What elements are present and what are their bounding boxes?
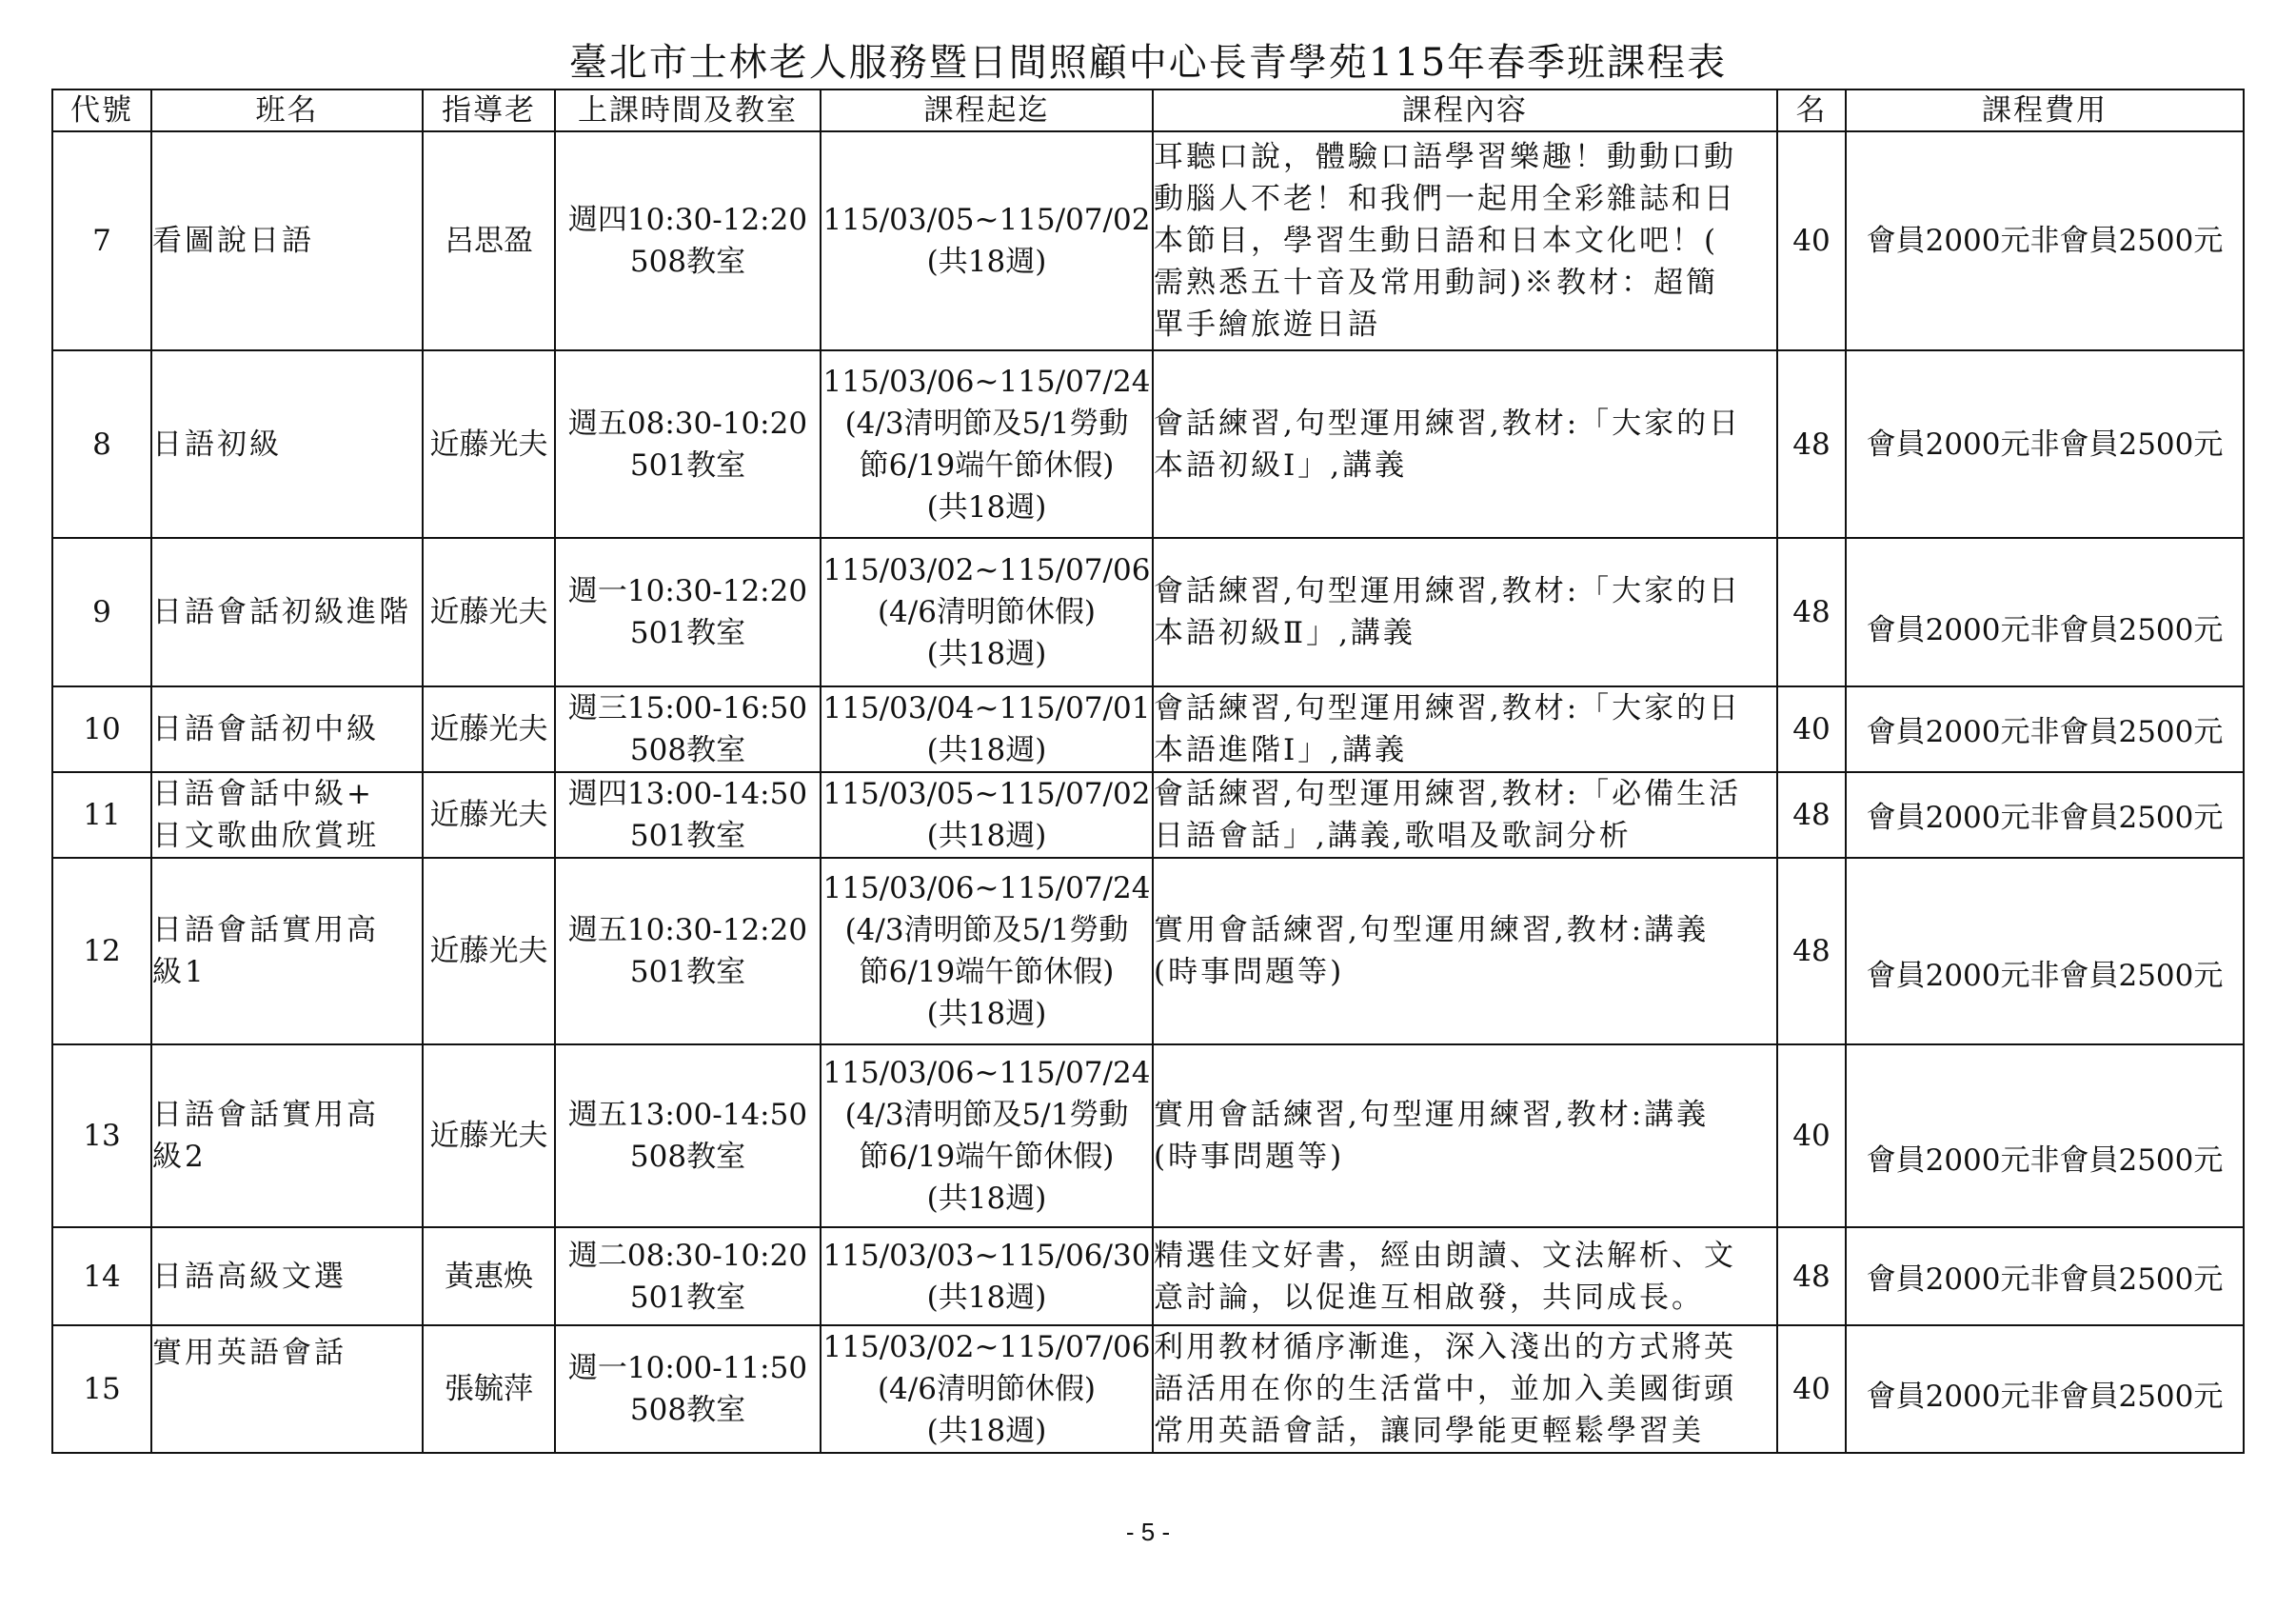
course-code: 11 [52, 772, 151, 858]
course-content-line: 會話練習,句型運用練習,教材:「大家的日 [1154, 574, 1742, 608]
course-time-room [555, 350, 821, 538]
course-content-line: 需熟悉五十音及常用動詞)※教材：超簡 [1154, 266, 1719, 300]
course-room: 508教室 [629, 1393, 746, 1427]
course-content-line: 會話練習,句型運用練習,教材:「大家的日 [1154, 691, 1742, 725]
course-name-line: 日語會話初級進階 [152, 595, 411, 629]
course-fee: 會員2000元非會員2500元 [1846, 772, 2244, 858]
course-capacity: 40 [1777, 1325, 1846, 1453]
table-row [52, 1325, 2244, 1453]
table-row [52, 686, 2244, 772]
course-period [821, 1325, 1153, 1453]
course-time: 週一10:30-12:20 [567, 574, 808, 608]
course-time-room [555, 538, 821, 686]
course-period-line: 115/03/06~115/07/24 [822, 364, 1151, 399]
course-code: 8 [52, 350, 151, 538]
table-row [52, 350, 2244, 538]
course-time: 週五10:30-12:20 [567, 913, 808, 947]
course-content [1153, 772, 1777, 858]
course-period-line: (共18週) [926, 819, 1047, 853]
course-time: 週五08:30-10:20 [567, 406, 808, 441]
course-schedule-table [51, 89, 2245, 1454]
table-row [52, 858, 2244, 1044]
course-period-line: (共18週) [926, 245, 1047, 279]
course-time-room [555, 772, 821, 858]
course-content-line: 精選佳文好書，經由朗讀、文法解析、文 [1154, 1238, 1736, 1273]
course-room: 501教室 [629, 447, 746, 483]
course-fee: 會員2000元非會員2500元 [1846, 1227, 2244, 1325]
course-period-line: 115/03/05~115/07/02 [822, 203, 1151, 237]
course-content [1153, 131, 1777, 350]
course-teacher: 近藤光夫 [423, 686, 555, 772]
course-period-line: (4/6清明節休假) [877, 1372, 1097, 1406]
header-teacher: 指導老 [423, 89, 555, 131]
course-name-line: 日語初級 [152, 427, 282, 462]
course-period-line: 115/03/04~115/07/01 [822, 691, 1151, 725]
course-period-line: 節6/19端午節休假) [859, 955, 1115, 989]
course-time-room [555, 1227, 821, 1325]
header-name: 班名 [151, 89, 423, 131]
course-fee: 會員2000元非會員2500元 [1846, 1325, 2244, 1453]
course-content [1153, 350, 1777, 538]
course-teacher: 張毓萍 [423, 1325, 555, 1453]
header-row [52, 89, 2244, 131]
course-time: 週三15:00-16:50 [567, 691, 808, 725]
page-number: - 5 - [1125, 1518, 1171, 1546]
course-room: 501教室 [629, 955, 746, 989]
course-name-line: 日文歌曲欣賞班 [152, 819, 379, 853]
course-room: 501教室 [629, 819, 746, 853]
course-name-line: 日語會話中級+ [152, 777, 374, 811]
course-period [821, 131, 1153, 350]
course-period [821, 1044, 1153, 1227]
course-period-line: (共18週) [926, 1414, 1047, 1448]
course-room: 501教室 [629, 1280, 746, 1315]
course-period-line: 115/03/02~115/07/06 [822, 1330, 1151, 1364]
course-period-line: 115/03/03~115/06/30 [822, 1238, 1151, 1273]
course-time: 週四10:30-12:20 [567, 203, 808, 237]
course-fee: 會員2000元非會員2500元 [1846, 858, 2244, 1044]
course-content-line: (時事問題等) [1154, 1140, 1345, 1174]
course-content-line: (時事問題等) [1154, 955, 1345, 989]
course-time-room [555, 1325, 821, 1453]
course-period-line: 節6/19端午節休假) [859, 447, 1115, 483]
course-capacity: 48 [1777, 350, 1846, 538]
course-time: 週一10:00-11:50 [567, 1351, 808, 1385]
course-code: 13 [52, 1044, 151, 1227]
header-code: 代號 [52, 89, 151, 131]
course-content-line: 利用教材循序漸進，深入淺出的方式將英 [1154, 1330, 1736, 1364]
course-content [1153, 858, 1777, 1044]
header-time-room: 上課時間及教室 [555, 89, 821, 131]
course-content-line: 單手繪旅遊日語 [1154, 308, 1380, 342]
course-content-line: 本語初級Ⅰ」,講義 [1154, 447, 1408, 483]
course-content-line: 常用英語會話，讓同學能更輕鬆學習美 [1154, 1414, 1704, 1448]
course-content-line: 耳聽口說，體驗口語學習樂趣！動動口動 [1154, 140, 1736, 174]
course-period-line: (共18週) [926, 733, 1047, 767]
course-period-line: 115/03/05~115/07/02 [822, 777, 1151, 811]
course-code: 10 [52, 686, 151, 772]
course-content-line: 實用會話練習,句型運用練習,教材:講義 [1154, 913, 1710, 947]
course-room: 508教室 [629, 245, 746, 279]
course-name-line: 實用英語會話 [152, 1336, 346, 1370]
course-period [821, 858, 1153, 1044]
course-time-room [555, 131, 821, 350]
page-title: 臺北市士林老人服務暨日間照顧中心長青學苑115年春季班課程表 [568, 41, 1728, 85]
course-period-line: (共18週) [926, 997, 1047, 1031]
course-period [821, 1227, 1153, 1325]
course-name [151, 1325, 423, 1453]
course-name [151, 686, 423, 772]
header-fee: 課程費用 [1846, 89, 2244, 131]
course-room: 508教室 [629, 1140, 746, 1174]
course-name [151, 1227, 423, 1325]
course-capacity: 40 [1777, 1044, 1846, 1227]
table-row [52, 538, 2244, 686]
course-teacher: 呂思盈 [423, 131, 555, 350]
course-period-line: (共18週) [926, 1182, 1047, 1216]
course-content [1153, 1044, 1777, 1227]
course-period [821, 686, 1153, 772]
course-fee: 會員2000元非會員2500元 [1846, 350, 2244, 538]
header-content: 課程內容 [1153, 89, 1777, 131]
course-teacher: 近藤光夫 [423, 350, 555, 538]
course-fee: 會員2000元非會員2500元 [1846, 538, 2244, 686]
course-period [821, 538, 1153, 686]
course-name-line: 日語會話實用高 [152, 913, 379, 947]
course-period-line: (4/6清明節休假) [877, 595, 1097, 629]
course-capacity: 48 [1777, 772, 1846, 858]
course-time-room [555, 1044, 821, 1227]
course-content [1153, 686, 1777, 772]
table-row [52, 131, 2244, 350]
course-name-line: 日語高級文選 [152, 1259, 346, 1294]
course-name-line: 日語會話實用高 [152, 1098, 379, 1132]
course-capacity: 40 [1777, 131, 1846, 350]
course-name [151, 350, 423, 538]
course-content-line: 會話練習,句型運用練習,教材:「必備生活 [1154, 777, 1742, 811]
course-fee: 會員2000元非會員2500元 [1846, 1044, 2244, 1227]
table-row [52, 1227, 2244, 1325]
course-name [151, 772, 423, 858]
course-period-line: 節6/19端午節休假) [859, 1140, 1115, 1174]
course-code: 12 [52, 858, 151, 1044]
course-code: 14 [52, 1227, 151, 1325]
course-period-line: (共18週) [926, 637, 1047, 671]
course-content-line: 本節目，學習生動日語和日本文化吧！( [1154, 224, 1719, 258]
course-name-line: 級1 [152, 955, 207, 989]
course-capacity: 48 [1777, 1227, 1846, 1325]
course-time: 週四13:00-14:50 [567, 777, 808, 811]
course-teacher: 近藤光夫 [423, 858, 555, 1044]
course-period [821, 772, 1153, 858]
course-name-line: 看圖說日語 [152, 224, 314, 258]
course-period-line: (4/3清明節及5/1勞動 [844, 913, 1129, 947]
course-content-line: 日語會話」,講義,歌唱及歌詞分析 [1154, 819, 1632, 853]
table-row [52, 1044, 2244, 1227]
course-period-line: 115/03/06~115/07/24 [822, 871, 1151, 905]
course-content-line: 會話練習,句型運用練習,教材:「大家的日 [1154, 406, 1742, 441]
course-period-line: 115/03/02~115/07/06 [822, 553, 1151, 587]
header-capacity: 名 [1777, 89, 1846, 131]
course-room: 508教室 [629, 733, 746, 767]
course-code: 9 [52, 538, 151, 686]
course-fee: 會員2000元非會員2500元 [1846, 686, 2244, 772]
course-content-line: 動腦人不老！和我們一起用全彩雜誌和日 [1154, 182, 1736, 216]
header-period: 課程起迄 [821, 89, 1153, 131]
course-content [1153, 538, 1777, 686]
course-period-line: (共18週) [926, 1280, 1047, 1315]
course-period [821, 350, 1153, 538]
course-teacher: 黃惠焕 [423, 1227, 555, 1325]
table-row [52, 772, 2244, 858]
course-room: 501教室 [629, 616, 746, 650]
course-time: 週五13:00-14:50 [567, 1098, 808, 1132]
course-teacher: 近藤光夫 [423, 1044, 555, 1227]
course-name-line: 級2 [152, 1140, 207, 1174]
course-period-line: 115/03/06~115/07/24 [822, 1056, 1151, 1090]
course-name [151, 858, 423, 1044]
course-time: 週二08:30-10:20 [567, 1238, 808, 1273]
course-fee: 會員2000元非會員2500元 [1846, 131, 2244, 350]
course-content-line: 本語初級Ⅱ」,講義 [1154, 616, 1415, 650]
course-content-line: 意討論，以促進互相啟發，共同成長。 [1154, 1280, 1704, 1315]
course-name-line: 日語會話初中級 [152, 712, 379, 746]
course-name [151, 131, 423, 350]
course-period-line: (4/3清明節及5/1勞動 [844, 1098, 1129, 1132]
course-period-line: (4/3清明節及5/1勞動 [844, 406, 1129, 441]
course-time-room [555, 858, 821, 1044]
course-content-line: 本語進階Ⅰ」,講義 [1154, 733, 1408, 767]
course-teacher: 近藤光夫 [423, 538, 555, 686]
course-code: 15 [52, 1325, 151, 1453]
course-period-line: (共18週) [926, 489, 1047, 525]
course-content [1153, 1227, 1777, 1325]
course-name [151, 1044, 423, 1227]
course-teacher: 近藤光夫 [423, 772, 555, 858]
course-capacity: 48 [1777, 538, 1846, 686]
course-time-room [555, 686, 821, 772]
course-capacity: 40 [1777, 686, 1846, 772]
course-content [1153, 1325, 1777, 1453]
course-name [151, 538, 423, 686]
course-content-line: 實用會話練習,句型運用練習,教材:講義 [1154, 1098, 1710, 1132]
course-content-line: 語活用在你的生活當中，並加入美國街頭 [1154, 1372, 1736, 1406]
course-code: 7 [52, 131, 151, 350]
course-capacity: 48 [1777, 858, 1846, 1044]
